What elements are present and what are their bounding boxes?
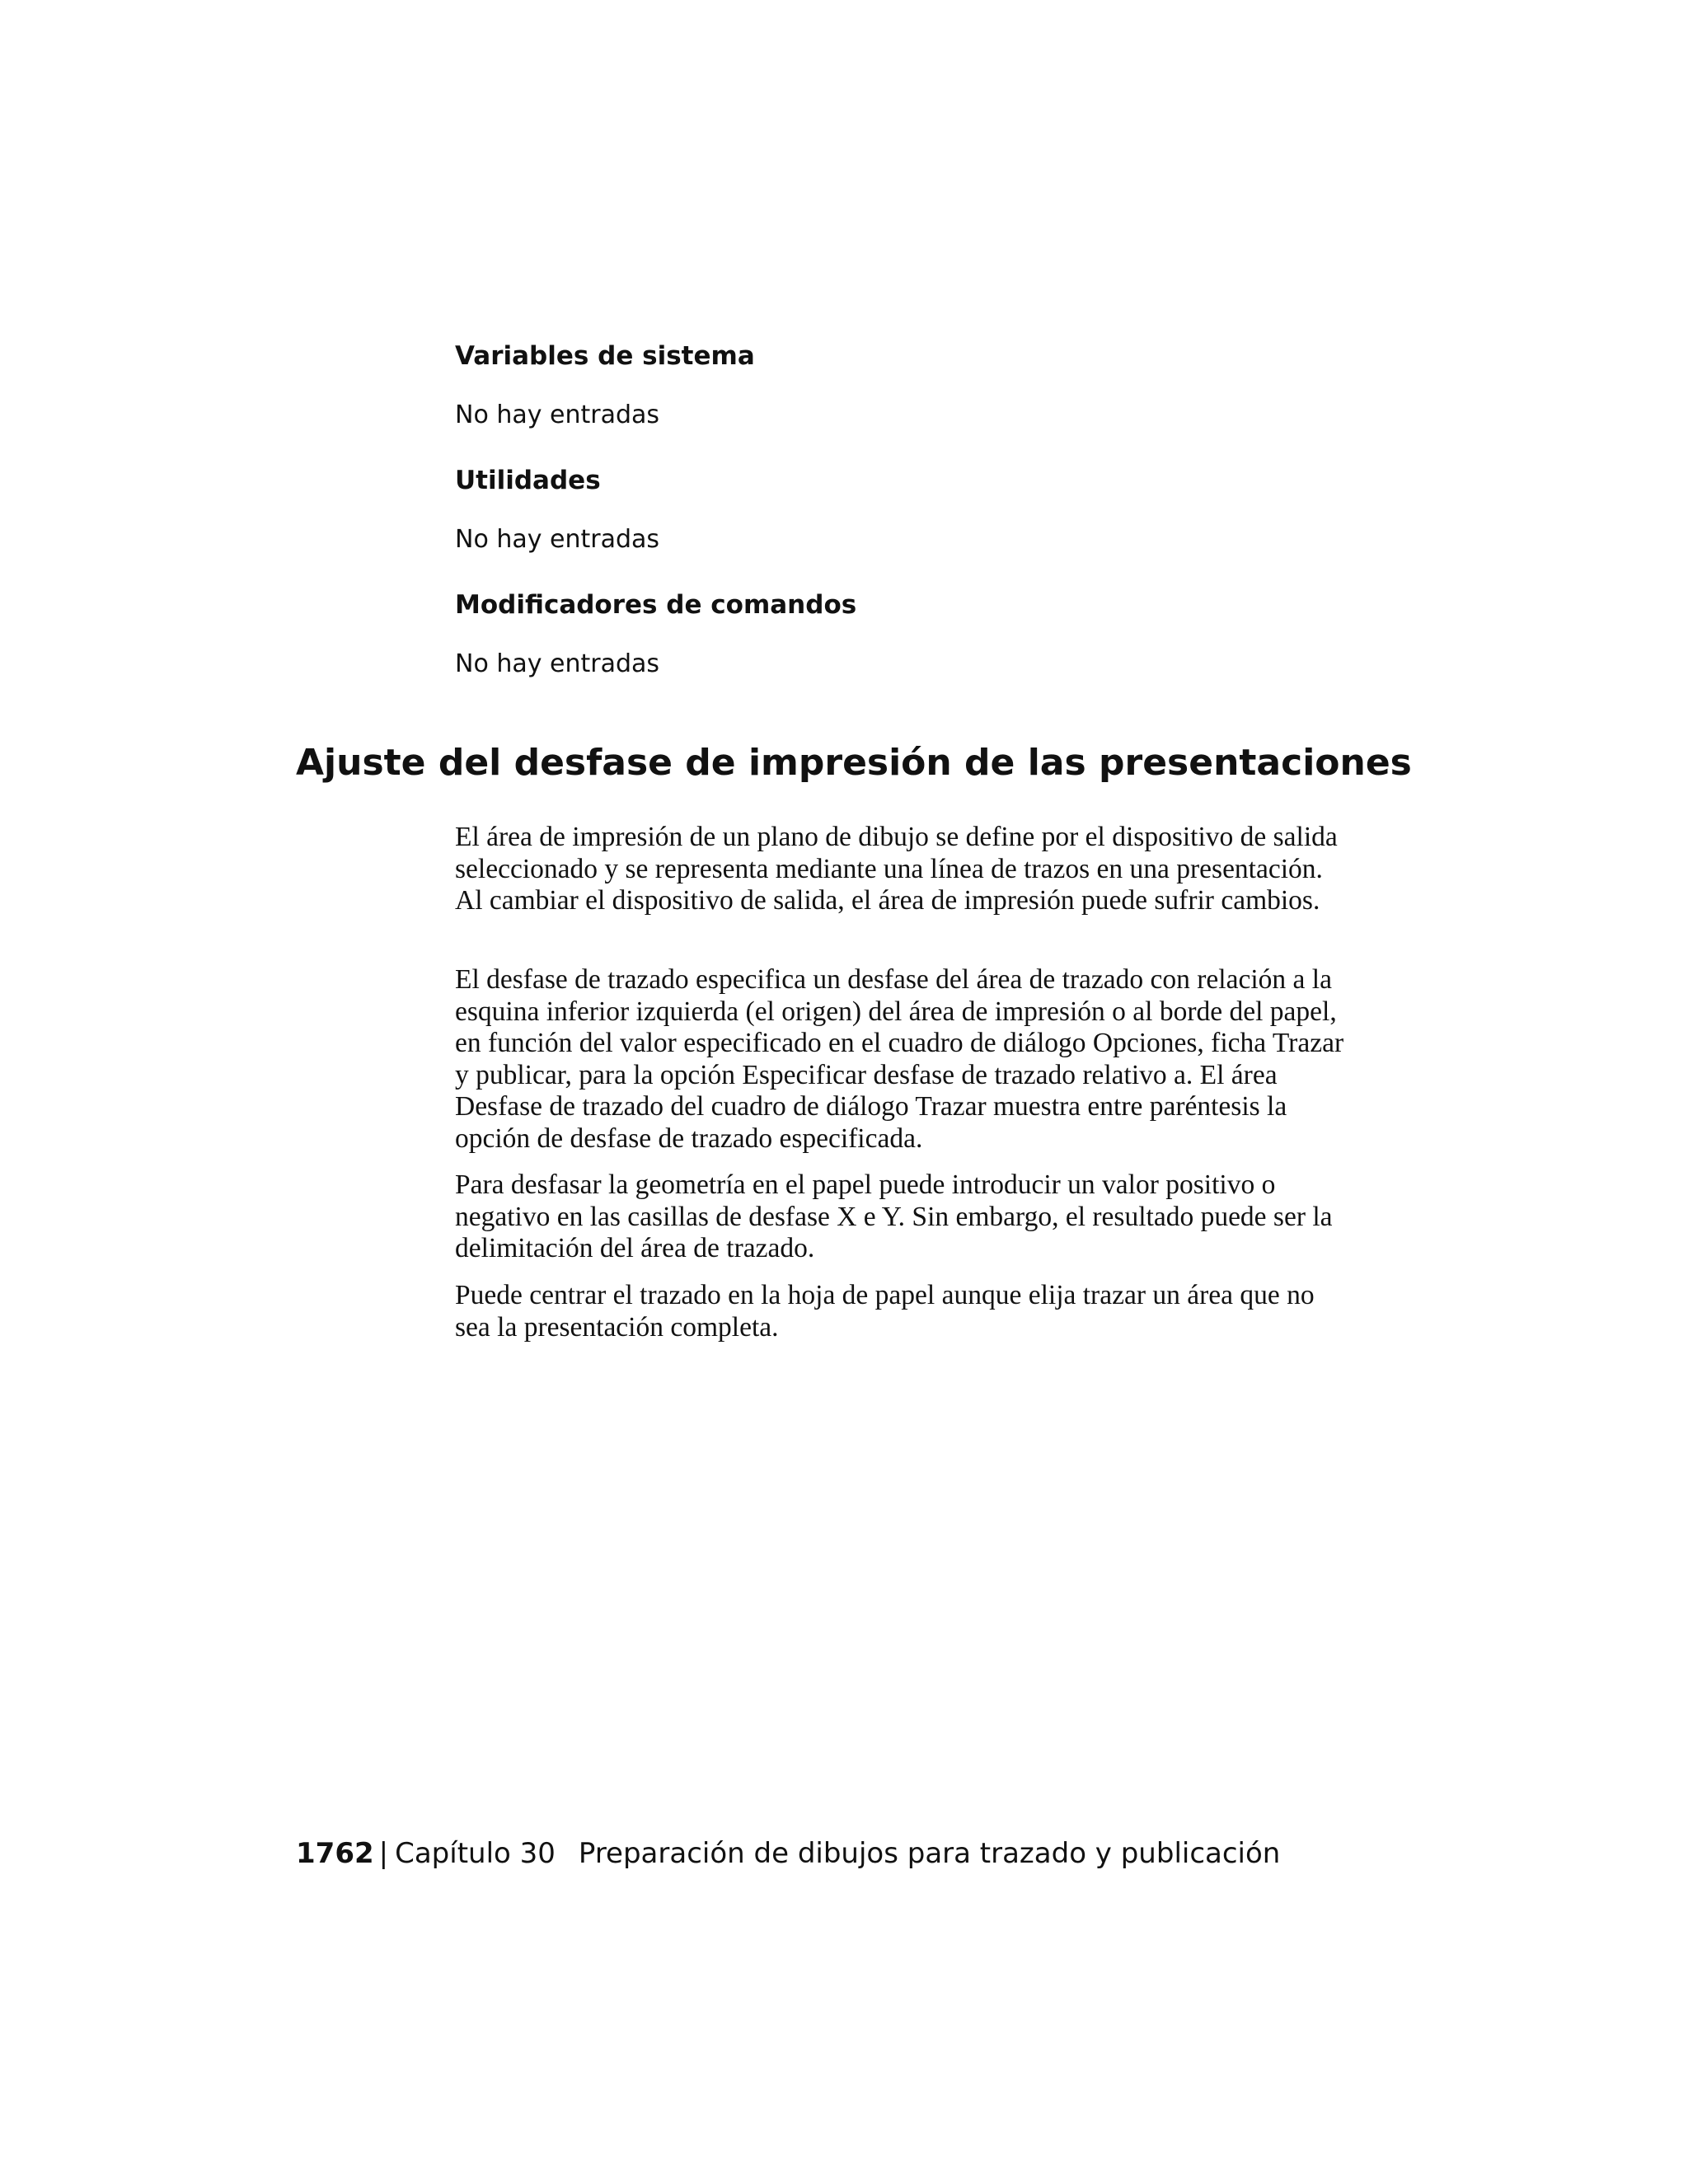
subsection-heading-utilities: Utilidades xyxy=(455,466,601,495)
body-paragraph-2: El desfase de trazado especifica un desfase del área de trazado con relación a la esquina inferior izquierda (el origen) del área de impresión o al borde del papel, en función del valor especificado en el cuadro de diálogo Opciones, ficha Trazar y publicar, para la opción Especificar desfase de trazado relativo a. El área Desfase de trazado del cuadro de diálogo Trazar muestra entre paréntesis la opción de desfase de trazado especificada. xyxy=(455,964,1344,1154)
body-paragraph-3: Para desfasar la geometría en el papel puede introducir un valor positivo o negativo en las casillas de desfase X e Y. Sin embargo, el resultado puede ser la delimitación del área de trazado. xyxy=(455,1169,1333,1263)
page-number: 1762 xyxy=(296,1837,374,1870)
chapter-label: Capítulo 30 xyxy=(395,1837,556,1870)
section-title: Ajuste del desfase de impresión de las presentaciones xyxy=(296,742,1412,784)
subsection-entry-command-modifiers: No hay entradas xyxy=(455,649,660,678)
chapter-title: Preparación de dibujos para trazado y publicación xyxy=(578,1837,1281,1870)
footer-separator: | xyxy=(378,1837,389,1870)
subsection-heading-system-variables: Variables de sistema xyxy=(455,341,755,371)
subsection-entry-system-variables: No hay entradas xyxy=(455,401,660,429)
subsection-entry-utilities: No hay entradas xyxy=(455,525,660,554)
body-paragraph-1: El área de impresión de un plano de dibujo se define por el dispositivo de salida seleccionado y se representa mediante una línea de trazos en una presentación. Al cambiar el dispositivo de salida, el área de impresión puede sufrir cambios. xyxy=(455,822,1338,916)
page-footer xyxy=(296,1835,1280,1872)
body-paragraph-4: Puede centrar el trazado en la hoja de papel aunque elija trazar un área que no sea la presentación completa. xyxy=(455,1280,1315,1343)
subsection-heading-command-modifiers: Modificadores de comandos xyxy=(455,590,857,620)
